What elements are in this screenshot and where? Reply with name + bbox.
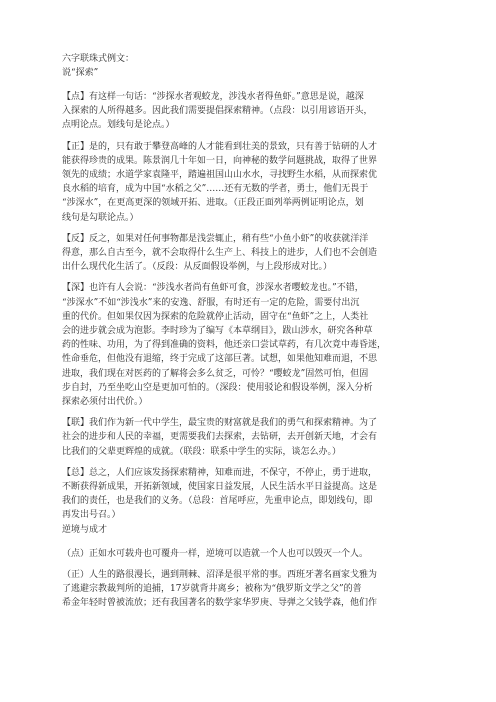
paragraph-s2-dian <box>62 547 442 561</box>
paragraph-fan <box>62 232 442 275</box>
text-line: 步自封，乃至坐吃山空是更加可怕的。（深段：使用驳论和假设举例，深入分析 <box>62 382 373 393</box>
text-line: 【反】反之，如果对任何事物都是浅尝辄止，稍有些“小鱼小虾”的收获就洋洋 <box>62 233 369 244</box>
text-line: 入探索的人所得越多。因此我们需要提倡探索精神。（点段：以引用谚语开头， <box>62 106 373 117</box>
text-line: 线句是勾联论点。） <box>62 212 139 223</box>
paragraph-s2-zheng <box>62 568 442 611</box>
text-line: 能获得珍贵的成果。陈景润几十年如一日，向神秘的数学问题挑战，取得了世界 <box>62 155 378 166</box>
text-line: “涉深水”不如“涉浅水”来的安逸、舒服，有时还有一定的危险，需要付出沉 <box>62 297 360 308</box>
text-line: 【总】总之，人们应该发扬探索精神，知难而进，不保守，不停止，勇于进取， <box>62 467 378 478</box>
text-line: “涉深水”，在更高更深的领域开拓、进取。（正段正面列举两例证明论点，划 <box>62 198 364 209</box>
text-line: 【深】也许有人会说：“涉浅水者尚有鱼虾可食，涉深水者嘤蛟龙也。”不错， <box>62 283 364 294</box>
text-line: 比我们的父辈更辉煌的成就。（联段：联系中学生的实际，谈怎么办。） <box>62 446 342 457</box>
text-line: 希金年轻时曾被流放；还有我国著名的数学家华罗庚、导弹之父钱学森，他们作 <box>62 598 378 609</box>
document-page <box>62 52 442 611</box>
paragraph-zheng <box>62 140 442 225</box>
text-line: （点）正如水可载舟也可覆舟一样，逆境可以造就一个人也可以毁灭一个人。 <box>62 548 369 559</box>
text-line: 再发出号召。） <box>62 510 121 521</box>
text-line: 了逃避宗教裁判所的追捕，17岁就背井离乡；被称为“俄罗斯文学之父”的普 <box>62 584 362 595</box>
text-line: 点明论点。划线句是论点。） <box>62 120 175 131</box>
text-line: 会的进步就会成为泡影。李时珍为了编写《本草纲目》，跋山涉水，研究各种草 <box>62 326 373 337</box>
text-line: 性命垂危，但他没有退缩，终于完成了这部巨著。试想，如果他知难而退，不思 <box>62 354 378 365</box>
text-line: 药的性味、功用，为了得到准确的资料，他还亲口尝试草药，有几次竟中毒昏迷， <box>62 340 387 351</box>
section-title-adversity: 逆境与成才 <box>62 524 108 535</box>
text-line: 我们的责任，也是我们的义务。（总段：首尾呼应，先重申论点，即划线句，即 <box>62 496 373 507</box>
text-line: 进取，我们现在对医药的了解将会多么贫乏，可怜？“嘤蛟龙”固然可怕，但固 <box>62 368 369 379</box>
text-line: 社会的进步和人民的幸福，更需要我们去探索，去钻研，去开创新天地，才会有 <box>62 432 378 443</box>
paragraph-lian <box>62 416 442 459</box>
paragraph-shen <box>62 281 442 409</box>
text-line: 领先的成绩；水道学家袁隆平，踏遍祖国山山水水，寻找野生水稻，从而探索优 <box>62 170 378 181</box>
text-line: 得意，那么自古至今，就不会取得什么生产上、科技上的进步，人们也不会创造 <box>62 248 378 259</box>
text-line: 【联】我们作为新一代中学生，最宝贵的财富就是我们的勇气和探索精神。为了 <box>62 418 378 429</box>
paragraph-dian <box>62 90 442 133</box>
text-line: 不断获得新成果，开拓新领域，使国家日益发展，人民生活水平日益提高。这是 <box>62 482 378 493</box>
paragraph-zong <box>62 466 442 523</box>
text-line: 出什么现代化生活了。（反段：从反面假设举例，与上段形成对比。） <box>62 262 333 273</box>
document-title: 六字联珠式例文： <box>62 54 135 64</box>
section-title-explore: 说“探索” <box>62 68 99 78</box>
text-line: 探索必须付出代价。） <box>62 397 148 408</box>
text-line: 良水稻的培育，成为中国“水稻之父”……还有无数的学者，勇士，他们无畏于 <box>62 184 369 195</box>
text-line: 【点】有这样一句话：“涉探水者观蛟龙，涉浅水者得鱼虾。”意思是说，越深 <box>62 92 364 102</box>
text-line: 重的代价。但如果仅因为探索的危险就停止活动，固守在“鱼虾”之上，人类社 <box>62 311 369 322</box>
text-line: （正）人生的路很漫长，遇到荆棘、沼泽是很平常的事。西班牙著名画家戈雅为 <box>62 569 378 580</box>
text-line: 【正】是的，只有敢于攀登高峰的人才能看到壮美的景致，只有善于钻研的人才 <box>62 141 378 152</box>
